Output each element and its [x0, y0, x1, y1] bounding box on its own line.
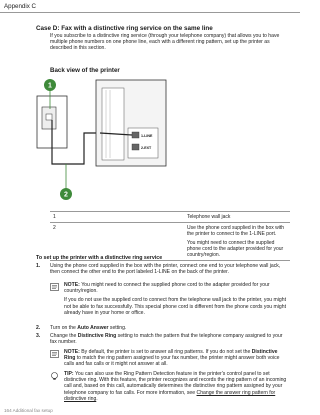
step-2 [36, 325, 292, 332]
step-number: 2. [36, 325, 41, 331]
table-desc-line: Use the phone cord supplied in the box with the printer to connect to the 1-LINE port. [187, 225, 285, 237]
note-text: You might need to connect the supplied phone cord to the adapter provided for your country/region. [64, 282, 270, 295]
back-view-title: Back view of the printer [50, 67, 120, 74]
step-text: Change the [50, 333, 78, 339]
callout-2-label: 2 [64, 191, 68, 199]
printer-back-view-illustration [36, 76, 170, 204]
callout-table [50, 211, 290, 261]
tip-text: You can also use the Ring Pattern Detection feature in the printer's control panel to set distinctive ring. With this feature, the printer recognizes and records the ring pattern of an incoming call and, based on this call, automatically determines the distinctive ring pattern assigned by your telephone company to fax calls. For more information, see [64, 371, 287, 396]
note-text-2: If you do not use the supplied cord to connect from the telephone wall jack to the printer, you might not be able to fax successfully. This special phone cord is different from the phone cords you might already have in your home or office. [64, 297, 286, 316]
note-1 [50, 282, 290, 322]
table-cell-desc: Telephone wall jack [184, 212, 290, 223]
port-2-label: 2-EXT [141, 146, 152, 150]
step-text: setting to match the pattern that the telephone company assigned to your fax number. [50, 333, 283, 346]
tip [50, 371, 290, 405]
step-3 [36, 333, 292, 347]
step-1 [36, 263, 292, 277]
note-label: NOTE: [64, 349, 80, 355]
note-label: NOTE: [64, 282, 80, 288]
printer-back-view-diagram [36, 76, 170, 204]
setting-name: Distinctive Ring [64, 349, 278, 362]
setting-name: Auto Answer [77, 325, 109, 331]
table-desc-line: You might need to connect the supplied phone cord to the adapter provided for your country/region. [187, 240, 284, 258]
note-icon [50, 350, 59, 358]
tip-label: TIP: [64, 371, 74, 377]
step-number: 3. [36, 333, 41, 339]
header-rule [0, 12, 300, 13]
intro-paragraph: If you subscribe to a distinctive ring service (through your telephone company) that allows you to have multiple phone numbers on one phone line, each with a different ring pattern, set up the printer as described in this section. [50, 33, 280, 52]
note-text: to match the ring pattern assigned to your fax number, the printer might answer both voice calls and fax calls or it might not answer at all. [64, 355, 280, 368]
appendix-header: Appendix C [4, 3, 36, 10]
table-row [50, 212, 290, 223]
case-title: Case D: Fax with a distinctive ring service on the same line [36, 25, 213, 32]
note-2 [50, 349, 290, 369]
step-number: 1. [36, 263, 41, 269]
tip-icon [50, 372, 59, 380]
port-1-label: 1-LINE [141, 134, 153, 138]
callout-1-label: 1 [48, 82, 52, 90]
tip-link[interactable]: Change the answer ring pattern for distinctive ring [64, 389, 276, 402]
tip-text: . [96, 395, 98, 402]
step-text: setting. [108, 325, 127, 331]
table-cell-num: 2 [50, 223, 184, 261]
table-cell-desc [184, 223, 290, 261]
step-text: Using the phone cord supplied in the box with the printer, connect one end to your telephone wall jack, then connect the other end to the port labeled 1-LINE on the back of the printer. [50, 263, 281, 276]
note-icon [50, 283, 59, 291]
page-footer: 164 Additional fax setup [4, 408, 53, 413]
procedure-title: To set up the printer with a distinctive ring service [36, 255, 163, 261]
setting-name: Distinctive Ring [77, 333, 117, 339]
note-text: By default, the printer is set to answer all ring patterns. If you do not set the [81, 349, 252, 355]
ext-port-icon [132, 144, 139, 150]
line-port-icon [132, 132, 139, 138]
table-cell-num: 1 [50, 212, 184, 223]
step-text: Turn on the [50, 325, 78, 331]
